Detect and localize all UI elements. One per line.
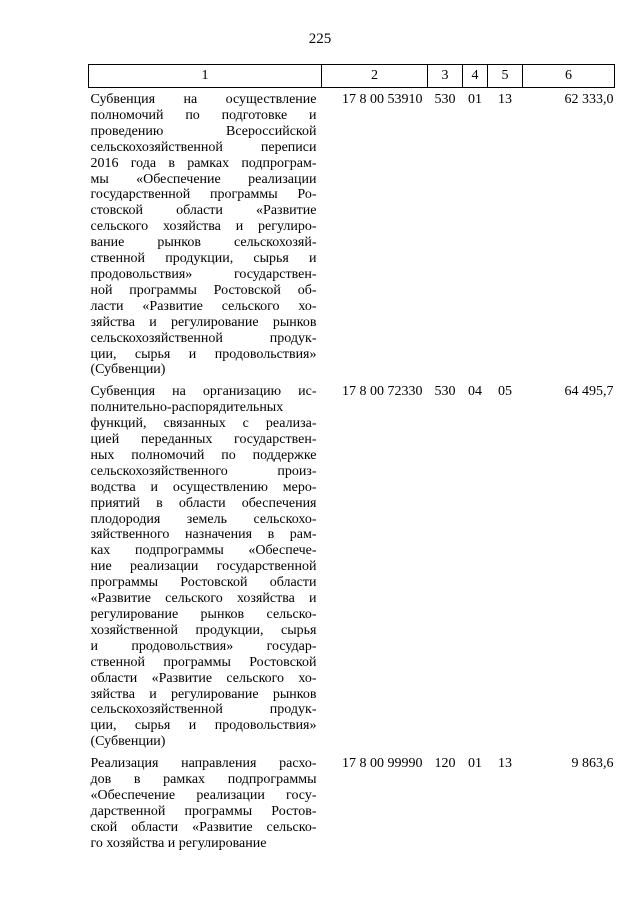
- description-line: (Субвенции): [90, 734, 166, 750]
- row-expense-type: 530: [434, 92, 456, 107]
- description-line: плодородия земель сельскохо-: [90, 511, 317, 527]
- description-line: ственной продукции, сырья и: [90, 251, 317, 267]
- description-line: сельскохозяйственной продук-: [90, 702, 317, 718]
- table-row: [89, 88, 615, 379]
- description-line: и продовольствия» государ-: [90, 638, 317, 654]
- description-line: полномочий по подготовке и: [90, 107, 317, 123]
- description-line: зяйственного назначения в рам-: [90, 527, 317, 543]
- description-line: области «Развитие сельского хо-: [90, 670, 317, 686]
- description-line: стовской области «Развитие: [90, 203, 317, 219]
- row-sum: 9 863,6: [571, 756, 614, 772]
- header-col-6: 6: [523, 65, 615, 88]
- description-line: государственной программы Ро-: [90, 187, 317, 203]
- page-number: 225: [308, 31, 332, 47]
- row-sum: 62 333,0: [564, 92, 614, 107]
- description-line: Субвенция на организацию ис-: [90, 384, 317, 400]
- row-expense-type: 530: [434, 384, 456, 400]
- description-line: ние реализации государственной: [90, 559, 317, 575]
- description-line: «Обеспечение реализации госу-: [90, 787, 317, 803]
- description-line: водства и осуществлению меро-: [90, 479, 317, 495]
- description-line: ции, сырья и продовольствия»: [90, 718, 317, 734]
- row-subsection: 05: [498, 384, 512, 400]
- description-line: дов в рамках подпрограммы: [90, 772, 317, 788]
- row-sum: 64 495,7: [564, 384, 614, 400]
- description-line: ласти «Развитие сельского хо-: [90, 298, 317, 314]
- header-col-1: 1: [89, 65, 322, 88]
- table-row: [89, 750, 615, 851]
- description-line: хозяйственной продукции, сырья: [90, 622, 317, 638]
- description-line: регулирование рынков сельско-: [90, 607, 317, 622]
- description-line: сельскохозяйственного произ-: [90, 463, 317, 479]
- description-line: функций, связанных с реализа-: [90, 416, 317, 432]
- description-line: Реализация направления расхо-: [90, 756, 317, 772]
- description-line: ской области «Развитие сельско-: [90, 819, 317, 835]
- row-section: 01: [468, 756, 482, 772]
- description-line: сельскохозяйственной продук-: [90, 330, 317, 346]
- row-description: [89, 88, 322, 379]
- description-line: вание рынков сельскохозяй-: [90, 235, 317, 251]
- row-section: 01: [468, 92, 482, 107]
- description-line: ках подпрограммы «Обеспече-: [90, 543, 317, 559]
- description-line: сельскохозяйственной переписи: [90, 139, 317, 155]
- description-line: полнительно-распорядительных: [90, 400, 284, 416]
- row-code: 17 8 00 72330: [342, 384, 423, 400]
- row-subsection: 13: [498, 92, 512, 107]
- description-line: 2016 года в рамках подпрограм-: [90, 155, 317, 171]
- description-line: дарственной программы Ростов-: [90, 803, 317, 819]
- description-line: цией переданных государствен-: [90, 432, 317, 448]
- header-col-3: 3: [428, 65, 463, 88]
- description-line: проведению Всероссийской: [90, 123, 317, 139]
- table-header-row: [89, 65, 615, 88]
- description-line: сельского хозяйства и регулиро-: [90, 219, 317, 235]
- description-line: мы «Обеспечение реализации: [90, 171, 317, 187]
- description-line: зяйства и регулирование рынков: [90, 314, 317, 330]
- description-line: го хозяйства и регулирование: [90, 835, 267, 851]
- table-row: [89, 378, 615, 750]
- row-subsection: 13: [498, 756, 512, 772]
- description-line: ных полномочий по поддержке: [90, 447, 317, 463]
- row-code: 17 8 00 99990: [342, 756, 423, 772]
- description-line: зяйства и регулирование рынков: [90, 686, 317, 702]
- description-line: (Субвенции): [90, 362, 166, 378]
- row-section: 04: [468, 384, 482, 400]
- row-expense-type: 120: [434, 756, 456, 772]
- row-description: [89, 378, 322, 750]
- header-col-4: 4: [463, 65, 488, 88]
- row-code: 17 8 00 53910: [342, 92, 423, 107]
- budget-table: [88, 64, 615, 852]
- header-col-5: 5: [488, 65, 523, 88]
- description-line: ственной программы Ростовской: [90, 654, 317, 670]
- description-line: продовольствия» государствен-: [90, 266, 317, 282]
- description-line: «Развитие сельского хозяйства и: [90, 591, 317, 607]
- description-line: Субвенция на осуществление: [90, 92, 317, 107]
- description-line: ной программы Ростовской об-: [90, 282, 317, 298]
- description-line: программы Ростовской области: [90, 575, 317, 591]
- description-line: ции, сырья и продовольствия»: [90, 346, 317, 362]
- row-description: [89, 750, 322, 851]
- description-line: приятий в области обеспечения: [90, 495, 317, 511]
- header-col-2: 2: [322, 65, 428, 88]
